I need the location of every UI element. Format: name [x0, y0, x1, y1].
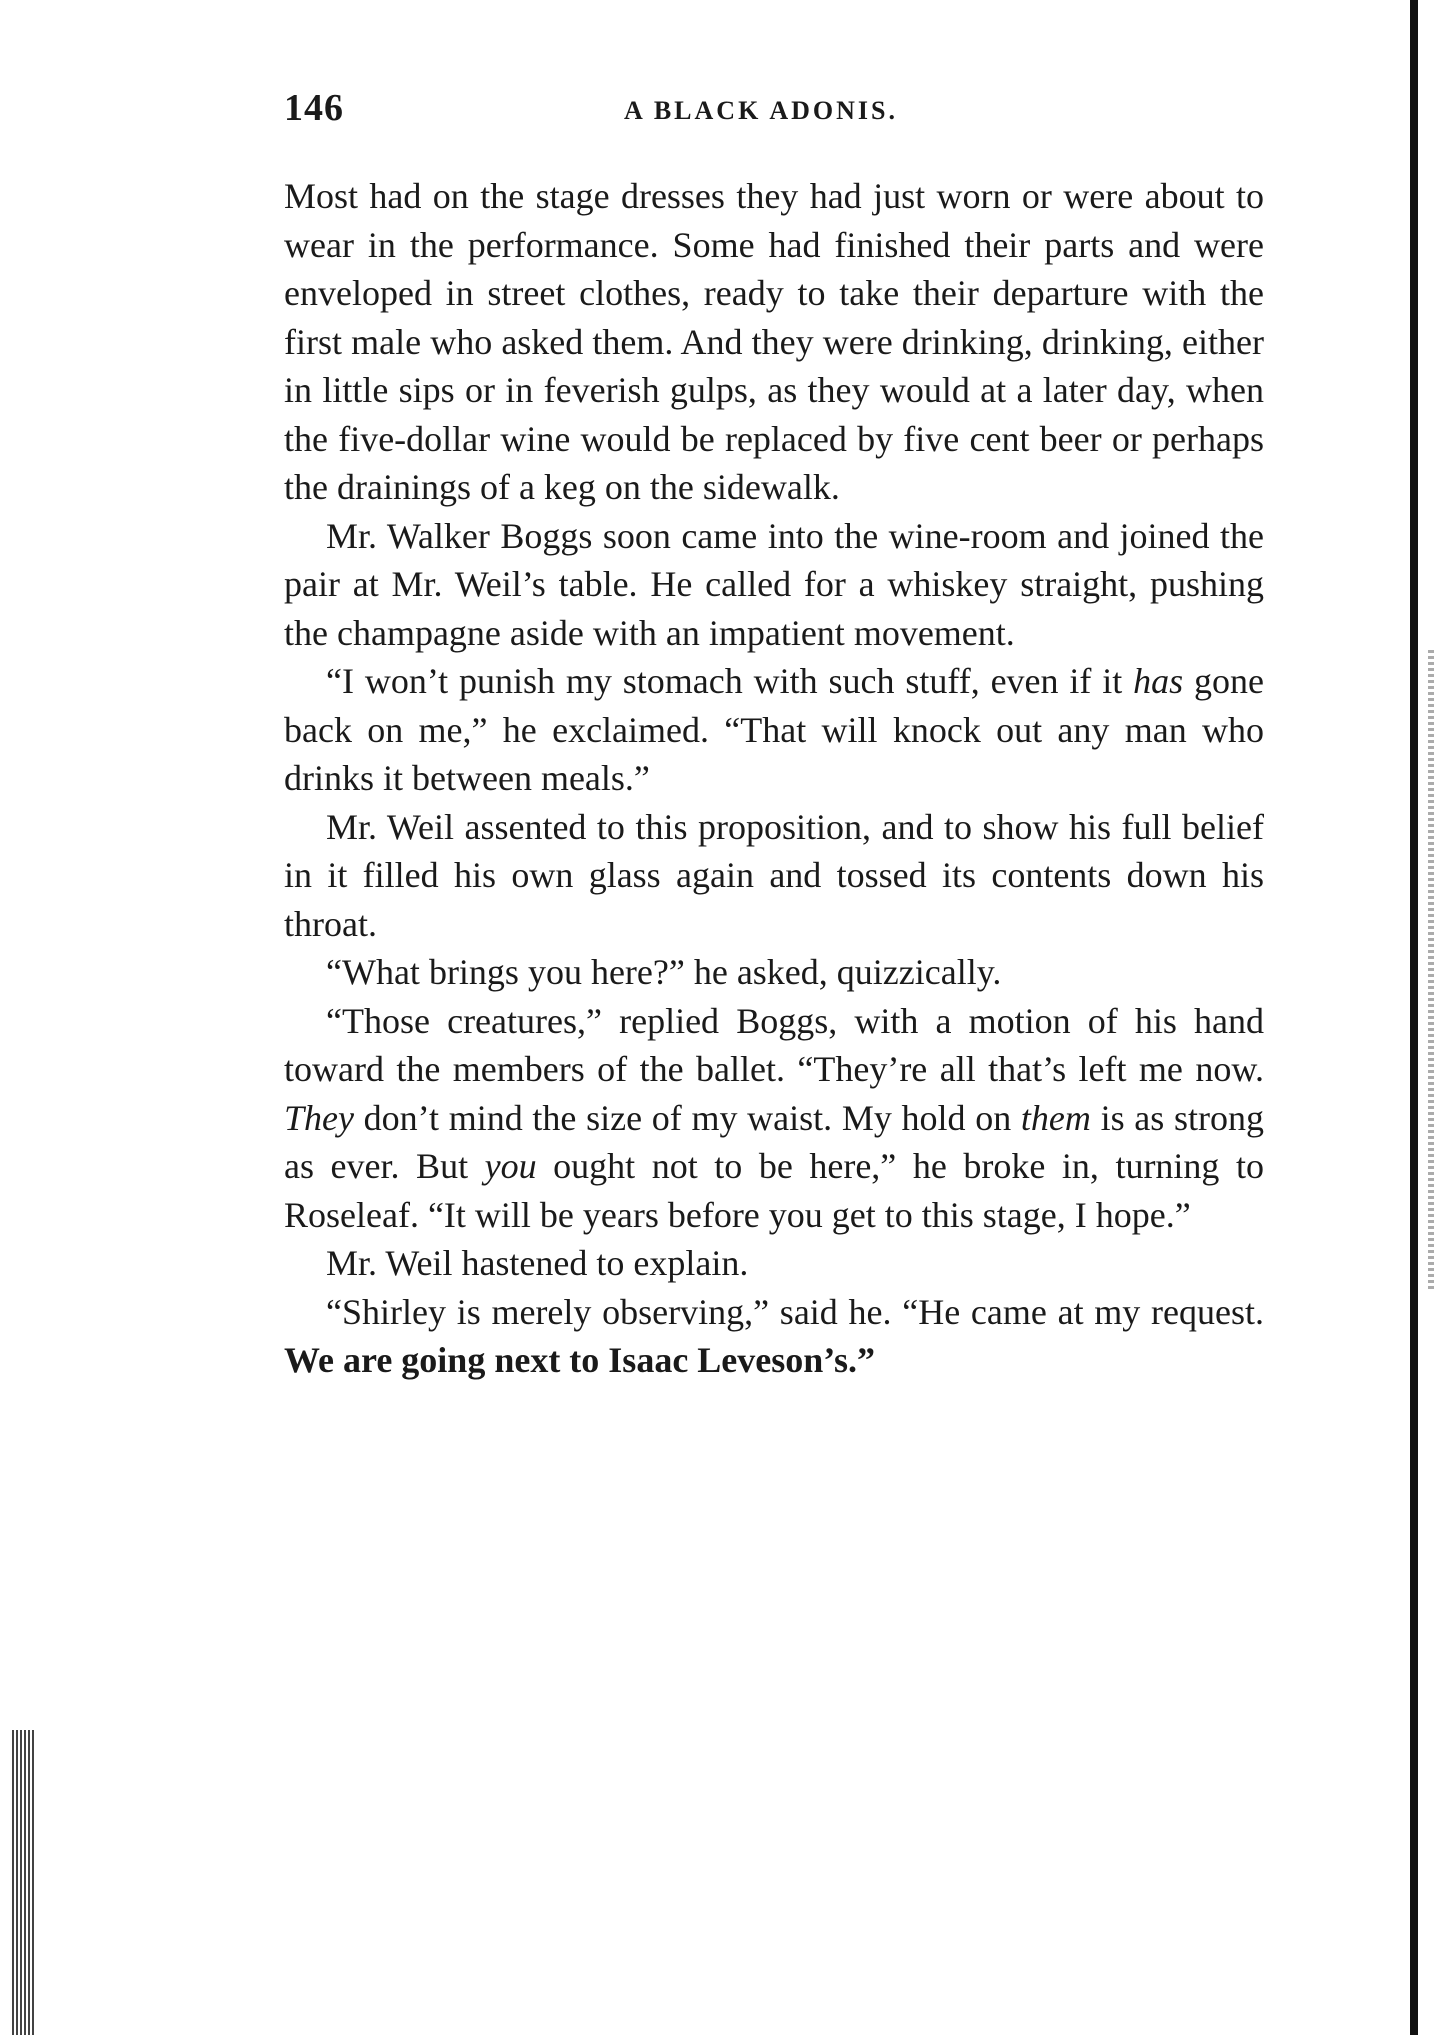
paragraph-8-part-1: “Shirley is merely observing,” said he. “He came at my request. [326, 1291, 1264, 1332]
paragraph-5: “What brings you here?” he asked, quizzically. [326, 952, 1002, 992]
paragraph-3-italic-1: has [1133, 661, 1184, 701]
paragraph-6-italic-1: They [284, 1097, 354, 1138]
page-number: 146 [284, 87, 344, 129]
paragraph-7: Mr. Weil hastened to explain. [326, 1243, 749, 1283]
left-gutter-marks [12, 1730, 36, 2035]
page-header [284, 86, 1264, 132]
paragraph-4: Mr. Weil assented to this proposition, and to show his full belief in it filled his own glass again and tossed its contents down his throat. [284, 806, 1264, 944]
paragraph-2: Mr. Walker Boggs soon came into the wine-room and joined the pair at Mr. Weil’s table. He called for a whiskey straight, pushing the champagne aside with an impatient movement. [284, 515, 1264, 653]
paragraph-3-part-1: “I won’t punish my stomach with such stuff, even if it [326, 661, 1134, 701]
paragraph-6-italic-3: you [484, 1146, 537, 1186]
paragraph-6-part-4: ought not to be here,” he broke in, turning to Roseleaf. “It will be years before you get to this stage, I hope.” [284, 1146, 1264, 1235]
paragraph-6-part-1: “Those creatures,” replied Boggs, with a motion of his hand toward the members of the ballet. “They’re all that’s left me now. [284, 1000, 1264, 1089]
binding-edge [1410, 0, 1418, 2035]
paragraph-6 [284, 997, 1264, 1240]
binding-shadow [1428, 650, 1434, 1290]
paragraph-6-italic-2: them [1020, 1097, 1091, 1138]
paragraph-6-part-2: don’t mind the size of my waist. My hold on [353, 1097, 1021, 1138]
paragraph-3 [284, 657, 1264, 803]
paragraph-6-part-3: is as strong as ever. But [284, 1097, 1264, 1186]
paragraph-8-bold-1: We are going next to Isaac Leveson’s.” [284, 1340, 875, 1380]
paragraph-1: Most had on the stage dresses they had just worn or were about to wear in the performance. Some had finished their parts and were enveloped in street clothes, ready to take their departure with the first male who asked them. And they were drinking, drinking, either in little sips or in feverish gulps, as they would at a later day, when the five-dollar wine would be replaced by five cent beer or perhaps the drainings of a keg on the sidewalk. [284, 176, 1264, 507]
paragraph-8 [284, 1288, 1264, 1385]
body-text [284, 172, 1264, 1385]
paragraph-3-part-2: gone back on me,” he exclaimed. “That will knock out any man who drinks it between meals.” [284, 661, 1264, 798]
running-head: A BLACK ADONIS. [624, 96, 898, 125]
